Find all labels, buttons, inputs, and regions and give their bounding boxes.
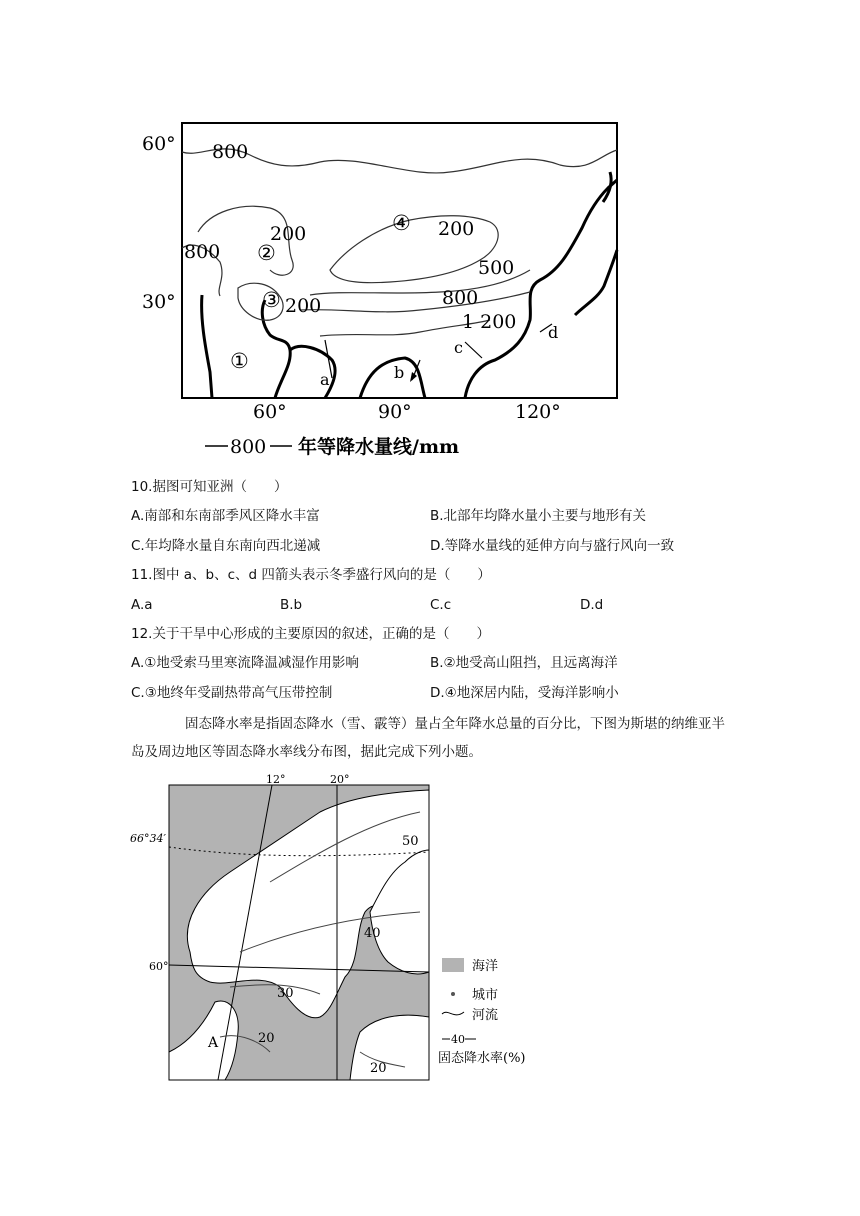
isoline-label-200-center: 200 bbox=[438, 218, 475, 240]
lon-label-12: 12° bbox=[266, 773, 286, 786]
isoline-label-800-north: 800 bbox=[212, 141, 249, 163]
legend-river-line bbox=[442, 1012, 464, 1015]
coastline-indochina bbox=[360, 358, 425, 398]
isoline-label-500: 500 bbox=[478, 257, 515, 279]
q10-option-c: C.年均降水量自东南向西北递减 bbox=[131, 538, 321, 554]
arrow-label-d: d bbox=[548, 323, 559, 342]
q10-option-a: A.南部和东南部季风区降水丰富 bbox=[131, 508, 320, 524]
q11-option-d: D.d bbox=[580, 597, 604, 613]
arrow-label-a: a bbox=[320, 370, 330, 389]
lat-label-60: 60° bbox=[149, 960, 169, 973]
scandinavia-map-svg bbox=[120, 772, 540, 1082]
isoline-label-30: 30 bbox=[277, 986, 294, 1001]
coastline-arabia bbox=[202, 295, 212, 398]
point-label-a: A bbox=[208, 1035, 219, 1051]
isoline-label-200-west: 200 bbox=[270, 223, 307, 245]
lat-label-30: 30° bbox=[142, 291, 176, 313]
lat-label-66-34: 66°34′ bbox=[130, 832, 166, 845]
arrow-b-head bbox=[410, 372, 417, 382]
q12-option-b: B.②地受高山阻挡，且远离海洋 bbox=[430, 655, 618, 671]
intro-paragraph: 固态降水率是指固态降水（雪、霰等）量占全年降水总量的百分比，下图为斯堪的纳维亚半岛及周边地区等固态降水率线分布图，据此完成下列小题。 bbox=[131, 716, 725, 760]
q12-option-c: C.③地终年受副热带高气压带控制 bbox=[131, 685, 333, 701]
isoline-label-20-west: 20 bbox=[258, 1031, 275, 1046]
q11-option-a: A.a bbox=[131, 597, 153, 613]
legend-text: 年等降水量线/mm bbox=[298, 436, 460, 458]
q11-stem: 11.图中 a、b、c、d 四箭头表示冬季盛行风向的是（ ） bbox=[131, 567, 491, 583]
region-3: ③ bbox=[262, 288, 281, 312]
lon-label-60: 60° bbox=[253, 401, 287, 423]
q12-option-a: A.①地受索马里寒流降温减湿作用影响 bbox=[131, 655, 359, 671]
isoline-label-50: 50 bbox=[402, 834, 419, 849]
legend-city-label: 城市 bbox=[472, 988, 499, 1003]
legend-isoline-label: 固态降水率(%) bbox=[438, 1051, 526, 1066]
q12-stem: 12.关于干旱中心形成的主要原因的叙述，正确的是（ ） bbox=[131, 626, 490, 642]
lon-label-90: 90° bbox=[378, 401, 412, 423]
q11-option-b: B.b bbox=[280, 597, 303, 613]
scandinavia-map bbox=[120, 772, 540, 1082]
lon-label-120: 120° bbox=[515, 401, 561, 423]
q10-option-d: D.等降水量线的延伸方向与盛行风向一致 bbox=[430, 538, 675, 554]
region-4: ④ bbox=[392, 211, 411, 235]
coastline-china-east bbox=[465, 180, 617, 398]
arrow-label-b: b bbox=[394, 363, 405, 382]
legend-city-dot bbox=[451, 992, 455, 996]
region-2: ② bbox=[257, 241, 276, 265]
region-1: ① bbox=[230, 349, 249, 373]
q10-stem: 10.据图可知亚洲（ ） bbox=[131, 479, 288, 495]
lat-label-60: 60° bbox=[142, 133, 176, 155]
legend-isoline-sample: 40 bbox=[451, 1033, 465, 1046]
coastline-japan bbox=[575, 250, 617, 315]
q11-option-c: C.c bbox=[430, 597, 452, 613]
isoline-800-central bbox=[300, 292, 530, 312]
arrow-label-c: c bbox=[454, 338, 463, 357]
legend-river-label: 河流 bbox=[472, 1008, 499, 1023]
lon-label-20: 20° bbox=[330, 773, 350, 786]
isoline-label-800-west: 800 bbox=[184, 241, 221, 263]
legend-ocean-label: 海洋 bbox=[472, 959, 499, 974]
q10-option-b: B.北部年均降水量小主要与地形有关 bbox=[430, 508, 647, 524]
isoline-label-1200: 1 200 bbox=[462, 311, 517, 333]
asia-map-svg bbox=[120, 110, 640, 470]
legend-ocean-swatch bbox=[442, 958, 464, 972]
legend-sample-value: 800 bbox=[230, 436, 267, 458]
isoline-label-800-central: 800 bbox=[442, 287, 479, 309]
q12-option-d: D.④地深居内陆，受海洋影响小 bbox=[430, 685, 619, 701]
arrow-c bbox=[465, 342, 482, 358]
isoline-label-20-east: 20 bbox=[370, 1061, 387, 1076]
asia-precipitation-map bbox=[120, 110, 640, 470]
isoline-label-200-sw: 200 bbox=[285, 295, 322, 317]
isoline-label-40: 40 bbox=[364, 926, 381, 941]
